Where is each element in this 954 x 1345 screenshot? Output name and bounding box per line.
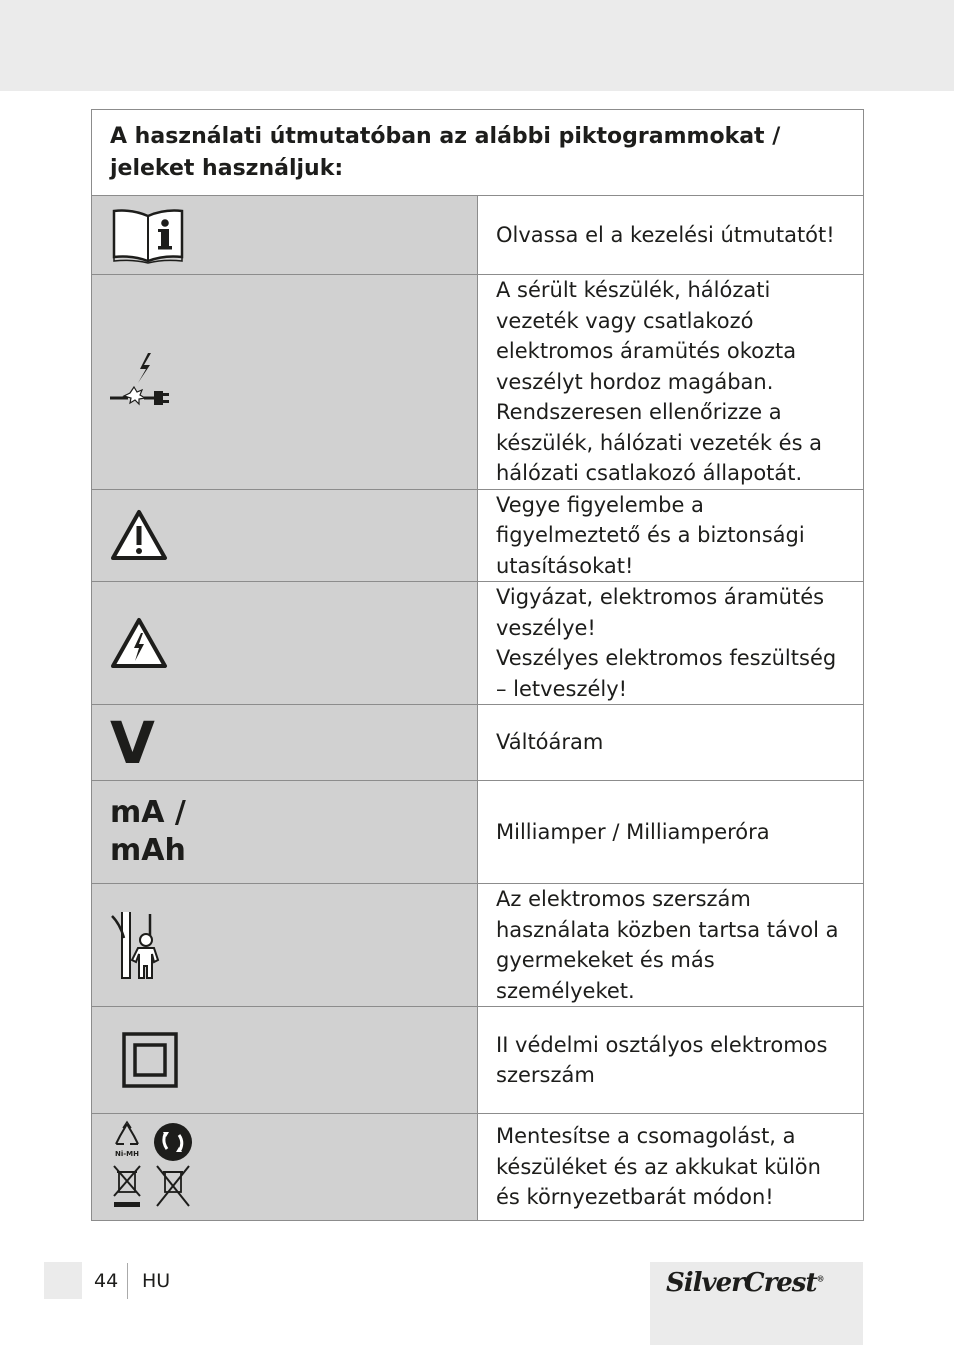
pictogram-table: [91, 109, 864, 1221]
crossed-bin-icon: [114, 1166, 140, 1207]
footer-marker: [44, 1262, 82, 1299]
row-text: A sérült készülék, hálózati vezeték vagy csatlakozó elektromos áramütés okozta veszélyt hordoz magában. Rendszeresen ellenőrizze a készülék, hálózati vezeték és a hálózati csatlakozó állapotát.: [478, 275, 864, 490]
milliampere-symbol: mA / mAh: [110, 795, 186, 868]
language-code: HU: [142, 1270, 171, 1292]
damaged-cable-icon: [92, 351, 477, 413]
table-row: [92, 489, 864, 582]
table-row: [92, 1114, 864, 1221]
row-text: Vegye figyelembe a figyelmeztető és a biztonsági utasításokat!: [478, 489, 864, 582]
row-text: Vigyázat, elektromos áramütés veszélye! Veszélyes elektromos feszültség – letveszély!: [478, 582, 864, 705]
table-row: [92, 705, 864, 781]
top-band: [0, 0, 954, 91]
nimh-label: Ni-MH: [115, 1150, 139, 1158]
row-text: Olvassa el a kezelési útmutatót!: [478, 196, 864, 275]
warning-triangle-icon: [92, 509, 477, 561]
page-number: 44: [94, 1270, 119, 1292]
green-dot-icon: [154, 1123, 192, 1161]
row-text: Milliamper / Milliamperóra: [478, 781, 864, 884]
keep-children-away-icon: [92, 910, 477, 980]
recycling-disposal-icons: [92, 1120, 477, 1214]
table-row: [92, 884, 864, 1007]
alternating-current-symbol: V: [110, 708, 155, 777]
crossed-bin-icon: [157, 1166, 189, 1206]
row-text: Váltóáram: [478, 705, 864, 781]
footer-divider: [127, 1263, 128, 1299]
table-row: [92, 582, 864, 705]
table-row: [92, 1007, 864, 1114]
table-row: [92, 275, 864, 490]
table-header-row: [92, 110, 864, 196]
electric-shock-warning-icon: [92, 617, 477, 669]
class-ii-protection-icon: [92, 1032, 477, 1088]
row-text: II védelmi osztályos elektromos szerszám: [478, 1007, 864, 1114]
recycling-icon: [116, 1122, 138, 1144]
table-header: A használati útmutatóban az alábbi piktogrammokat / jeleket használjuk:: [92, 110, 864, 196]
table-row: [92, 781, 864, 884]
read-manual-icon: [92, 206, 477, 264]
table-row: [92, 196, 864, 275]
brand-logo: SilverCrest®: [666, 1268, 824, 1298]
row-text: Mentesítse a csomagolást, a készüléket és az akkukat külön és környezetbarát módon!: [478, 1114, 864, 1221]
row-text: Az elektromos szerszám használata közben tartsa távol a gyermekeket és más személyeket.: [478, 884, 864, 1007]
